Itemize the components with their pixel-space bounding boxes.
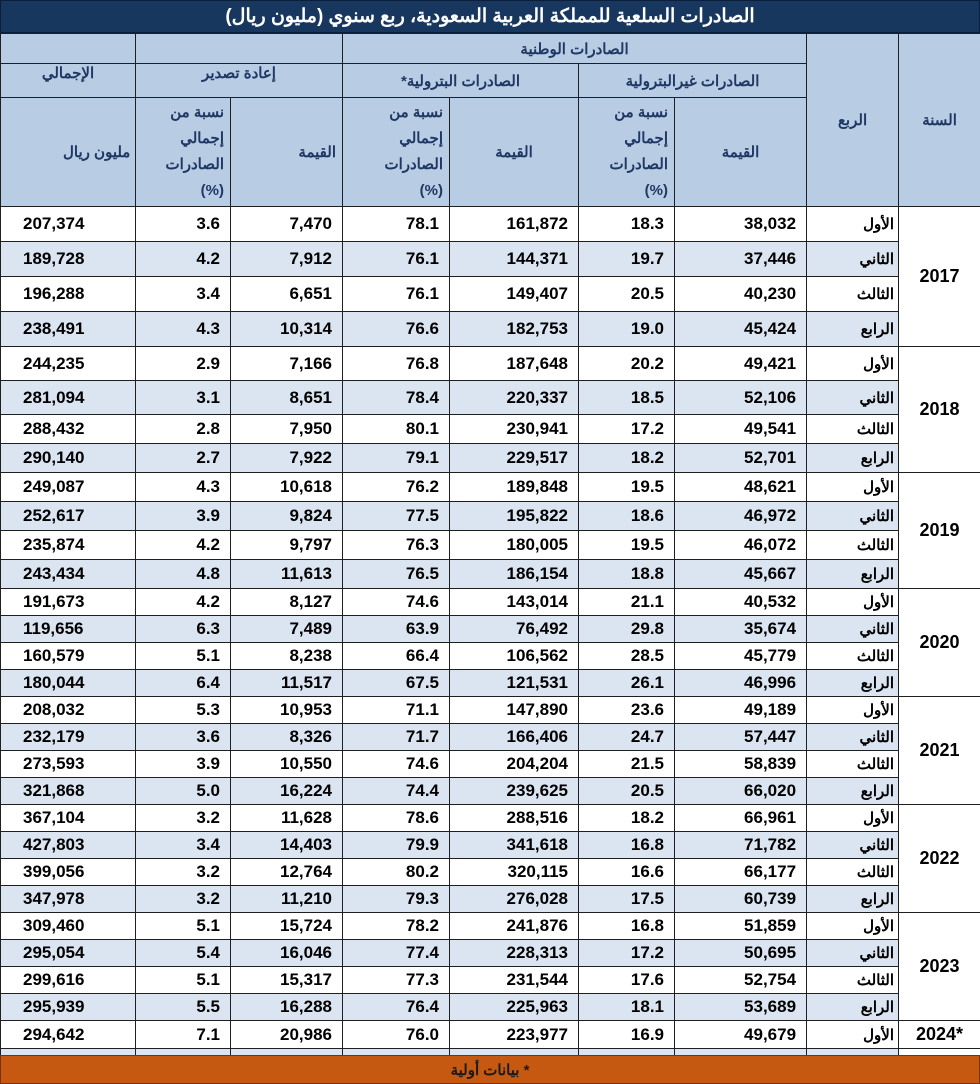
table-row: [1, 381, 980, 415]
table-row: [1, 347, 980, 381]
oil-share-cell: 77.5: [343, 502, 450, 531]
nonoil-share-cell: 18.3: [579, 207, 675, 242]
quarter-cell: الرابع: [807, 444, 899, 473]
total-cell: 399,056: [1, 859, 136, 886]
header-nonoil-share: نسبة من إجمالي الصادرات (%): [579, 98, 675, 207]
quarter-cell: الثالث: [807, 277, 899, 312]
oil-value-cell: 149,407: [450, 277, 579, 312]
oil-value-cell: 180,005: [450, 531, 579, 560]
year-cell: 2022: [899, 805, 980, 913]
reexport-value-cell: 9,797: [231, 531, 343, 560]
nonoil-share-cell: 18.2: [579, 805, 675, 832]
header-reexport-value: القيمة: [231, 98, 343, 207]
oil-value-cell: 182,753: [450, 312, 579, 347]
quarter-cell: الرابع: [807, 312, 899, 347]
nonoil-share-cell: 16.6: [579, 859, 675, 886]
reexport-share-cell: 3.2: [136, 805, 231, 832]
header-oil-share: نسبة من إجمالي الصادرات (%): [343, 98, 450, 207]
quarter-cell: الثاني: [807, 381, 899, 415]
reexport-value-cell: 10,550: [231, 751, 343, 778]
total-cell: 295,939: [1, 994, 136, 1021]
oil-value-cell: 320,115: [450, 859, 579, 886]
reexport-value-cell: 11,628: [231, 805, 343, 832]
reexport-share-cell: 6.3: [136, 616, 231, 643]
oil-value-cell: 187,648: [450, 347, 579, 381]
reexport-share-cell: 2.8: [136, 415, 231, 444]
quarter-cell: الثاني: [807, 616, 899, 643]
nonoil-share-cell: 17.2: [579, 415, 675, 444]
table-row: [1, 994, 980, 1021]
nonoil-value-cell: 49,541: [675, 415, 807, 444]
table-row: [1, 967, 980, 994]
reexport-value-cell: 8,238: [231, 643, 343, 670]
total-cell: 244,235: [1, 347, 136, 381]
table-row: [1, 913, 980, 940]
total-cell: 295,054: [1, 940, 136, 967]
nonoil-value-cell: 46,972: [675, 502, 807, 531]
total-cell: 160,579: [1, 643, 136, 670]
reexport-value-cell: 12,764: [231, 859, 343, 886]
oil-value-cell: 241,876: [450, 913, 579, 940]
table-row: [1, 1021, 980, 1049]
total-cell: 207,374: [1, 207, 136, 242]
reexport-share-cell: 4.3: [136, 312, 231, 347]
reexport-share-cell: 6.4: [136, 670, 231, 697]
quarter-cell: الأول: [807, 697, 899, 724]
oil-share-cell: 78.1: [343, 207, 450, 242]
total-cell: 232,179: [1, 724, 136, 751]
nonoil-value-cell: 46,996: [675, 670, 807, 697]
nonoil-value-cell: 45,667: [675, 560, 807, 589]
reexport-value-cell: 7,912: [231, 242, 343, 277]
reexport-value-cell: 8,651: [231, 381, 343, 415]
quarter-cell: الرابع: [807, 778, 899, 805]
oil-share-cell: 79.9: [343, 832, 450, 859]
nonoil-share-cell: 17.2: [579, 940, 675, 967]
oil-value-cell: 121,531: [450, 670, 579, 697]
quarter-cell: الثاني: [807, 940, 899, 967]
reexport-share-cell: 4.2: [136, 589, 231, 616]
nonoil-value-cell: 52,701: [675, 444, 807, 473]
nonoil-value-cell: 66,961: [675, 805, 807, 832]
reexport-value-cell: 7,922: [231, 444, 343, 473]
reexport-value-cell: 11,517: [231, 670, 343, 697]
reexport-share-cell: 4.2: [136, 242, 231, 277]
total-cell: 273,593: [1, 751, 136, 778]
oil-share-cell: 79.3: [343, 886, 450, 913]
oil-value-cell: 166,406: [450, 724, 579, 751]
oil-share-cell: 76.8: [343, 347, 450, 381]
oil-value-cell: 228,313: [450, 940, 579, 967]
oil-value-cell: 220,337: [450, 381, 579, 415]
nonoil-share-cell: 18.6: [579, 502, 675, 531]
nonoil-value-cell: 45,779: [675, 643, 807, 670]
nonoil-share-cell: 16.8: [579, 832, 675, 859]
oil-share-cell: 77.4: [343, 940, 450, 967]
quarter-cell: الرابع: [807, 670, 899, 697]
header-reexport-share: نسبة من إجمالي الصادرات (%): [136, 98, 231, 207]
oil-share-cell: 78.6: [343, 805, 450, 832]
nonoil-share-cell: 18.8: [579, 560, 675, 589]
reexport-share-cell: 3.9: [136, 502, 231, 531]
header-reexport: إعادة تصدير: [136, 64, 343, 98]
oil-value-cell: 230,941: [450, 415, 579, 444]
oil-value-cell: 147,890: [450, 697, 579, 724]
oil-share-cell: 76.5: [343, 560, 450, 589]
oil-share-cell: 76.1: [343, 242, 450, 277]
reexport-value-cell: 10,618: [231, 473, 343, 502]
total-cell: 367,104: [1, 805, 136, 832]
total-cell: 235,874: [1, 531, 136, 560]
table-row: [1, 312, 980, 347]
oil-value-cell: 189,848: [450, 473, 579, 502]
oil-share-cell: 80.1: [343, 415, 450, 444]
table-row: [1, 242, 980, 277]
reexport-share-cell: 7.1: [136, 1021, 231, 1049]
total-cell: 119,656: [1, 616, 136, 643]
quarter-cell: الأول: [807, 473, 899, 502]
table-row: [1, 886, 980, 913]
reexport-share-cell: 3.4: [136, 832, 231, 859]
quarter-cell: الثاني: [807, 502, 899, 531]
oil-share-cell: 76.2: [343, 473, 450, 502]
total-cell: 189,728: [1, 242, 136, 277]
total-cell: 309,460: [1, 913, 136, 940]
nonoil-share-cell: 18.2: [579, 444, 675, 473]
nonoil-share-cell: 28.5: [579, 643, 675, 670]
year-cell: 2023: [899, 913, 980, 1021]
nonoil-value-cell: 40,532: [675, 589, 807, 616]
oil-value-cell: 144,371: [450, 242, 579, 277]
reexport-value-cell: 7,950: [231, 415, 343, 444]
reexport-share-cell: 5.0: [136, 778, 231, 805]
reexport-share-cell: 4.2: [136, 531, 231, 560]
nonoil-share-cell: 21.5: [579, 751, 675, 778]
nonoil-value-cell: 66,020: [675, 778, 807, 805]
oil-value-cell: 239,625: [450, 778, 579, 805]
oil-value-cell: 276,028: [450, 886, 579, 913]
total-cell: 252,617: [1, 502, 136, 531]
nonoil-share-cell: 26.1: [579, 670, 675, 697]
header-oil-exports: الصادرات البترولية*: [343, 64, 579, 98]
header-total-group: [1, 34, 136, 64]
reexport-value-cell: 16,288: [231, 994, 343, 1021]
exports-table: [0, 33, 980, 1075]
total-cell: 238,491: [1, 312, 136, 347]
oil-value-cell: 76,492: [450, 616, 579, 643]
total-cell: 347,978: [1, 886, 136, 913]
reexport-share-cell: 5.3: [136, 697, 231, 724]
total-cell: 249,087: [1, 473, 136, 502]
quarter-cell: الأول: [807, 805, 899, 832]
nonoil-share-cell: 20.5: [579, 778, 675, 805]
total-cell: 180,044: [1, 670, 136, 697]
oil-share-cell: 76.0: [343, 1021, 450, 1049]
header-quarter: الربع: [807, 34, 899, 207]
header-nonoil-exports: الصادرات غيرالبترولية: [579, 64, 807, 98]
oil-share-cell: 77.3: [343, 967, 450, 994]
quarter-cell: الثالث: [807, 415, 899, 444]
nonoil-value-cell: 50,695: [675, 940, 807, 967]
total-cell: 208,032: [1, 697, 136, 724]
quarter-cell: الأول: [807, 589, 899, 616]
table-row: [1, 859, 980, 886]
reexport-value-cell: 7,470: [231, 207, 343, 242]
reexport-value-cell: 10,314: [231, 312, 343, 347]
table-row: [1, 778, 980, 805]
total-cell: 281,094: [1, 381, 136, 415]
oil-share-cell: 71.1: [343, 697, 450, 724]
footnote: * بيانات أولية: [0, 1055, 980, 1084]
table-row: [1, 502, 980, 531]
nonoil-value-cell: 52,754: [675, 967, 807, 994]
quarter-cell: الرابع: [807, 560, 899, 589]
table-row: [1, 207, 980, 242]
header-year: السنة: [899, 34, 980, 207]
total-cell: 196,288: [1, 277, 136, 312]
table-row: [1, 670, 980, 697]
table-row: [1, 560, 980, 589]
header-nonoil-value: القيمة: [675, 98, 807, 207]
year-cell: 2024*: [899, 1021, 980, 1049]
quarter-cell: الثاني: [807, 832, 899, 859]
total-cell: 290,140: [1, 444, 136, 473]
nonoil-value-cell: 66,177: [675, 859, 807, 886]
reexport-value-cell: 9,824: [231, 502, 343, 531]
nonoil-share-cell: 20.5: [579, 277, 675, 312]
year-cell: 2017: [899, 207, 980, 347]
reexport-value-cell: 15,317: [231, 967, 343, 994]
quarter-cell: الثاني: [807, 724, 899, 751]
total-cell: 299,616: [1, 967, 136, 994]
reexport-value-cell: 6,651: [231, 277, 343, 312]
total-cell: 427,803: [1, 832, 136, 859]
quarter-cell: الثالث: [807, 643, 899, 670]
reexport-share-cell: 5.4: [136, 940, 231, 967]
oil-value-cell: 225,963: [450, 994, 579, 1021]
reexport-share-cell: 3.2: [136, 859, 231, 886]
reexport-value-cell: 16,046: [231, 940, 343, 967]
oil-value-cell: 143,014: [450, 589, 579, 616]
oil-share-cell: 74.6: [343, 751, 450, 778]
year-cell: 2018: [899, 347, 980, 473]
oil-value-cell: 341,618: [450, 832, 579, 859]
oil-value-cell: 161,872: [450, 207, 579, 242]
reexport-value-cell: 10,953: [231, 697, 343, 724]
year-cell: 2021: [899, 697, 980, 805]
oil-value-cell: 288,516: [450, 805, 579, 832]
year-cell: 2019: [899, 473, 980, 589]
total-cell: 288,432: [1, 415, 136, 444]
reexport-share-cell: 3.4: [136, 277, 231, 312]
nonoil-share-cell: 21.1: [579, 589, 675, 616]
oil-share-cell: 78.2: [343, 913, 450, 940]
oil-share-cell: 71.7: [343, 724, 450, 751]
reexport-value-cell: 15,724: [231, 913, 343, 940]
reexport-value-cell: 16,224: [231, 778, 343, 805]
nonoil-share-cell: 16.8: [579, 913, 675, 940]
quarter-cell: الرابع: [807, 994, 899, 1021]
nonoil-share-cell: 19.7: [579, 242, 675, 277]
oil-share-cell: 74.6: [343, 589, 450, 616]
oil-share-cell: 76.6: [343, 312, 450, 347]
oil-value-cell: 229,517: [450, 444, 579, 473]
oil-value-cell: 186,154: [450, 560, 579, 589]
oil-share-cell: 76.1: [343, 277, 450, 312]
reexport-share-cell: 3.9: [136, 751, 231, 778]
oil-value-cell: 223,977: [450, 1021, 579, 1049]
table-row: [1, 444, 980, 473]
year-cell: 2020: [899, 589, 980, 697]
header-total-unit: مليون ريال: [1, 98, 136, 207]
oil-share-cell: 67.5: [343, 670, 450, 697]
oil-value-cell: 195,822: [450, 502, 579, 531]
nonoil-value-cell: 51,859: [675, 913, 807, 940]
reexport-share-cell: 3.6: [136, 207, 231, 242]
table-row: [1, 473, 980, 502]
nonoil-share-cell: 19.5: [579, 473, 675, 502]
table-row: [1, 724, 980, 751]
reexport-share-cell: 4.3: [136, 473, 231, 502]
oil-value-cell: 204,204: [450, 751, 579, 778]
oil-share-cell: 80.2: [343, 859, 450, 886]
quarter-cell: الأول: [807, 913, 899, 940]
reexport-share-cell: 4.8: [136, 560, 231, 589]
table-row: [1, 805, 980, 832]
oil-share-cell: 66.4: [343, 643, 450, 670]
nonoil-share-cell: 29.8: [579, 616, 675, 643]
reexport-value-cell: 7,166: [231, 347, 343, 381]
table-row: [1, 277, 980, 312]
total-cell: 294,642: [1, 1021, 136, 1049]
reexport-value-cell: 8,127: [231, 589, 343, 616]
reexport-share-cell: 5.1: [136, 913, 231, 940]
reexport-share-cell: 3.1: [136, 381, 231, 415]
nonoil-value-cell: 35,674: [675, 616, 807, 643]
nonoil-value-cell: 57,447: [675, 724, 807, 751]
reexport-value-cell: 20,986: [231, 1021, 343, 1049]
nonoil-value-cell: 52,106: [675, 381, 807, 415]
quarter-cell: الرابع: [807, 886, 899, 913]
nonoil-share-cell: 18.1: [579, 994, 675, 1021]
quarter-cell: الأول: [807, 207, 899, 242]
quarter-cell: الثالث: [807, 859, 899, 886]
table-row: [1, 832, 980, 859]
nonoil-share-cell: 16.9: [579, 1021, 675, 1049]
table-row: [1, 415, 980, 444]
reexport-value-cell: 8,326: [231, 724, 343, 751]
reexport-share-cell: 5.1: [136, 643, 231, 670]
reexport-value-cell: 14,403: [231, 832, 343, 859]
nonoil-value-cell: 49,679: [675, 1021, 807, 1049]
header-total: الإجمالي: [1, 64, 136, 98]
quarter-cell: الثالث: [807, 967, 899, 994]
table-title: الصادرات السلعية للمملكة العربية السعودية، ربع سنوي (مليون ريال): [0, 0, 980, 33]
header-oil-value: القيمة: [450, 98, 579, 207]
nonoil-share-cell: 19.0: [579, 312, 675, 347]
reexport-value-cell: 7,489: [231, 616, 343, 643]
oil-value-cell: 106,562: [450, 643, 579, 670]
nonoil-value-cell: 48,621: [675, 473, 807, 502]
total-cell: 321,868: [1, 778, 136, 805]
nonoil-value-cell: 38,032: [675, 207, 807, 242]
quarter-cell: الأول: [807, 1021, 899, 1049]
table-row: [1, 940, 980, 967]
oil-share-cell: 63.9: [343, 616, 450, 643]
oil-share-cell: 76.3: [343, 531, 450, 560]
reexport-share-cell: 2.9: [136, 347, 231, 381]
reexport-value-cell: 11,613: [231, 560, 343, 589]
nonoil-value-cell: 45,424: [675, 312, 807, 347]
reexport-share-cell: 3.2: [136, 886, 231, 913]
reexport-share-cell: 5.5: [136, 994, 231, 1021]
oil-value-cell: 231,544: [450, 967, 579, 994]
nonoil-value-cell: 49,189: [675, 697, 807, 724]
oil-share-cell: 79.1: [343, 444, 450, 473]
nonoil-share-cell: 20.2: [579, 347, 675, 381]
header-reexport-group: [136, 34, 343, 64]
quarter-cell: الثاني: [807, 242, 899, 277]
table-row: [1, 531, 980, 560]
reexport-share-cell: 2.7: [136, 444, 231, 473]
header-national-exports: الصادرات الوطنية: [343, 34, 807, 64]
nonoil-share-cell: 18.5: [579, 381, 675, 415]
table-row: [1, 751, 980, 778]
quarter-cell: الأول: [807, 347, 899, 381]
reexport-value-cell: 11,210: [231, 886, 343, 913]
nonoil-share-cell: 17.6: [579, 967, 675, 994]
nonoil-share-cell: 17.5: [579, 886, 675, 913]
oil-share-cell: 78.4: [343, 381, 450, 415]
table-row: [1, 589, 980, 616]
nonoil-share-cell: 23.6: [579, 697, 675, 724]
total-cell: 191,673: [1, 589, 136, 616]
reexport-share-cell: 5.1: [136, 967, 231, 994]
oil-share-cell: 76.4: [343, 994, 450, 1021]
total-cell: 243,434: [1, 560, 136, 589]
nonoil-value-cell: 49,421: [675, 347, 807, 381]
oil-share-cell: 74.4: [343, 778, 450, 805]
nonoil-share-cell: 19.5: [579, 531, 675, 560]
nonoil-share-cell: 24.7: [579, 724, 675, 751]
quarter-cell: الثالث: [807, 531, 899, 560]
nonoil-value-cell: 40,230: [675, 277, 807, 312]
reexport-share-cell: 3.6: [136, 724, 231, 751]
table-row: [1, 697, 980, 724]
nonoil-value-cell: 58,839: [675, 751, 807, 778]
nonoil-value-cell: 60,739: [675, 886, 807, 913]
nonoil-value-cell: 71,782: [675, 832, 807, 859]
quarter-cell: الثالث: [807, 751, 899, 778]
nonoil-value-cell: 46,072: [675, 531, 807, 560]
nonoil-value-cell: 37,446: [675, 242, 807, 277]
table-row: [1, 643, 980, 670]
nonoil-value-cell: 53,689: [675, 994, 807, 1021]
table-row: [1, 616, 980, 643]
